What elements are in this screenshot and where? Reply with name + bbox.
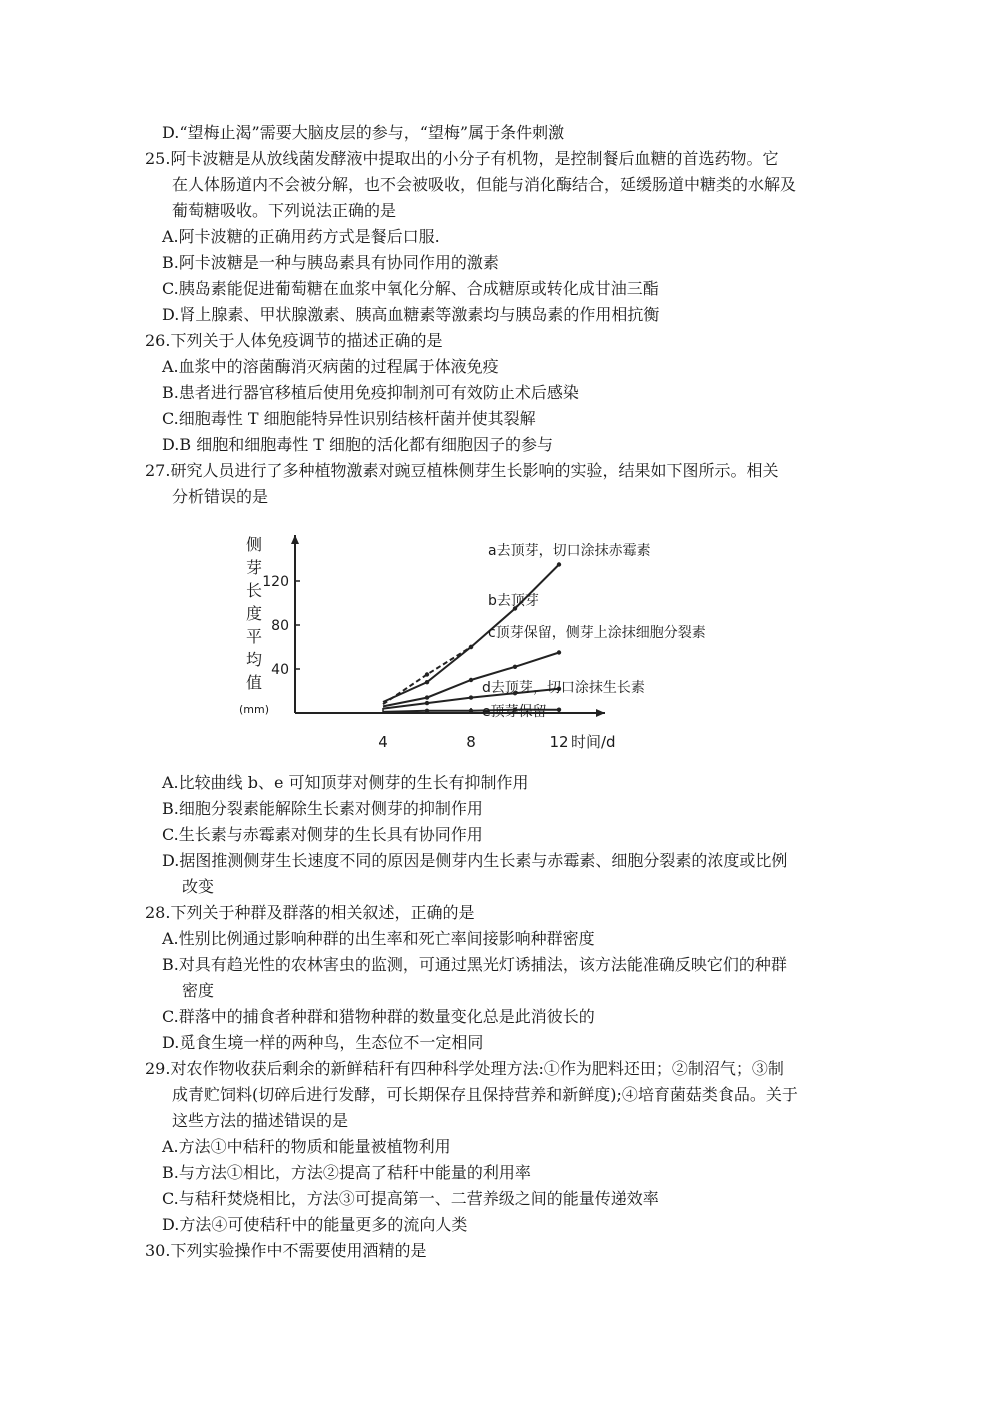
series-label-a: a去顶芽，切口涂抹赤霉素 <box>488 543 651 559</box>
series-point-c <box>469 678 473 682</box>
q25-stem: 25.阿卡波糖是从放线菌发酵液中提取出的小分子有机物，是控制餐后血糖的首选药物。它 <box>145 149 779 168</box>
series-point-e <box>469 709 473 713</box>
q27-option-b: B.细胞分裂素能解除生长素对侧芽的抑制作用 <box>162 799 483 818</box>
q27-option-d-cont: 改变 <box>182 877 215 896</box>
x-axis-label: 时间/d <box>571 733 616 751</box>
series-label-d: d去顶芽，切口涂抹生长素 <box>482 680 645 696</box>
y-axis-unit: (mm) <box>238 703 270 716</box>
q29-stem: 29.对农作物收获后剩余的新鲜秸秆有四种科学处理方法:①作为肥料还田；②制沼气；③制 <box>145 1059 784 1078</box>
q28-option-c: C.群落中的捕食者种群和猎物种群的数量变化总是此消彼长的 <box>162 1007 595 1026</box>
series-point-b <box>425 672 429 676</box>
x-tick-label-12: 12 <box>549 733 569 751</box>
y-axis-label-char: 平 <box>245 627 263 646</box>
series-point-d <box>425 701 429 705</box>
series-point-b <box>469 645 473 649</box>
x-axis-arrow <box>596 709 605 717</box>
q28-option-d: D.觅食生境一样的两种鸟，生态位不一定相同 <box>162 1033 484 1052</box>
q29-stem-cont2: 这些方法的描述错误的是 <box>172 1111 349 1130</box>
q26-option-c: C.细胞毒性 T 细胞能特异性识别结核杆菌并使其裂解 <box>162 409 536 428</box>
series-point-a <box>557 562 561 566</box>
q28-stem: 28.下列关于种群及群落的相关叙述，正确的是 <box>145 903 475 922</box>
x-tick-label-8: 8 <box>466 733 476 751</box>
q27-stem: 27.研究人员进行了多种植物激素对豌豆植株侧芽生长影响的实验，结果如下图所示。相关 <box>145 461 779 480</box>
y-tick-label-120: 120 <box>262 574 289 590</box>
q26-option-a: A.血浆中的溶菌酶消灭病菌的过程属于体液免疫 <box>162 357 499 376</box>
q25-stem-cont1: 在人体肠道内不会被分解，也不会被吸收，但能与消化酶结合，延缓肠道中糖类的水解及 <box>172 175 797 194</box>
series-point-e <box>557 708 561 712</box>
q25-option-a: A.阿卡波糖的正确用药方式是餐后口服. <box>162 227 440 246</box>
q26-option-d: D.B 细胞和细胞毒性 T 细胞的活化都有细胞因子的参与 <box>162 435 554 454</box>
series-label-b: b去顶芽 <box>488 593 539 609</box>
y-axis-label-char: 长 <box>245 581 263 600</box>
q30-stem: 30.下列实验操作中不需要使用酒精的是 <box>145 1241 427 1260</box>
q27-option-d: D.据图推测侧芽生长速度不同的原因是侧芽内生长素与赤霉素、细胞分裂素的浓度或比例 <box>162 851 788 870</box>
q29-option-a: A.方法①中秸秆的物质和能量被植物利用 <box>162 1137 451 1156</box>
series-point-d <box>469 695 473 699</box>
q28-option-b: B.对具有趋光性的农林害虫的监测，可通过黑光灯诱捕法，该方法能准确反映它们的种群 <box>162 955 787 974</box>
y-axis-label-char: 度 <box>245 604 263 623</box>
y-tick-label-40: 40 <box>271 662 289 678</box>
series-point-c <box>557 650 561 654</box>
chart-labels <box>239 535 706 751</box>
y-tick-label-80: 80 <box>271 618 289 634</box>
q25-option-c: C.胰岛素能促进葡萄糖在血浆中氧化分解、合成糖原或转化成甘油三酯 <box>162 279 659 298</box>
series-point-a <box>425 680 429 684</box>
y-axis-arrow <box>291 535 299 544</box>
q29-option-c: C.与秸秆焚烧相比，方法③可提高第一、二营养级之间的能量传递效率 <box>162 1189 659 1208</box>
q27-stem-cont: 分析错误的是 <box>172 487 269 506</box>
q29-option-d: D.方法④可使秸秆中的能量更多的流向人类 <box>162 1215 468 1234</box>
q26-stem: 26.下列关于人体免疫调节的描述正确的是 <box>145 331 443 350</box>
q28-option-a: A.性别比例通过影响种群的出生率和死亡率间接影响种群密度 <box>162 929 595 948</box>
y-axis-label-char: 侧 <box>245 535 263 554</box>
y-axis-label-char: 芽 <box>245 558 263 577</box>
series-point-e <box>425 709 429 713</box>
q25-option-d: D.肾上腺素、甲状腺激素、胰高血糖素等激素均与胰岛素的作用相抗衡 <box>162 305 660 324</box>
q27-option-a: A.比较曲线 b、e 可知顶芽对侧芽的生长有抑制作用 <box>162 773 529 792</box>
x-tick-label-4: 4 <box>378 733 388 751</box>
q28-option-b-cont: 密度 <box>182 981 215 1000</box>
y-axis-label-char: 均 <box>245 650 263 669</box>
q25-stem-cont2: 葡萄糖吸收。下列说法正确的是 <box>172 201 397 220</box>
series-label-e: e顶芽保留 <box>482 704 547 720</box>
q29-option-b: B.与方法①相比，方法②提高了秸秆中能量的利用率 <box>162 1163 531 1182</box>
series-point-c <box>425 695 429 699</box>
q29-stem-cont1: 成青贮饲料(切碎后进行发酵，可长期保存且保持营养和新鲜度);④培育菌菇类食品。关于 <box>172 1085 798 1104</box>
series-point-c <box>513 665 517 669</box>
y-axis-label-char: 值 <box>245 673 263 692</box>
q25-option-b: B.阿卡波糖是一种与胰岛素具有协同作用的激素 <box>162 253 499 272</box>
q24-option-d: D.“望梅止渴”需要大脑皮层的参与，“望梅”属于条件刺激 <box>162 123 565 142</box>
q26-option-b: B.患者进行器官移植后使用免疫抑制剂可有效防止术后感染 <box>162 383 579 402</box>
q27-option-c: C.生长素与赤霉素对侧芽的生长具有协同作用 <box>162 825 483 844</box>
lateral-bud-growth-chart <box>230 520 750 765</box>
series-label-c: c顶芽保留，侧芽上涂抹细胞分裂素 <box>488 625 706 641</box>
